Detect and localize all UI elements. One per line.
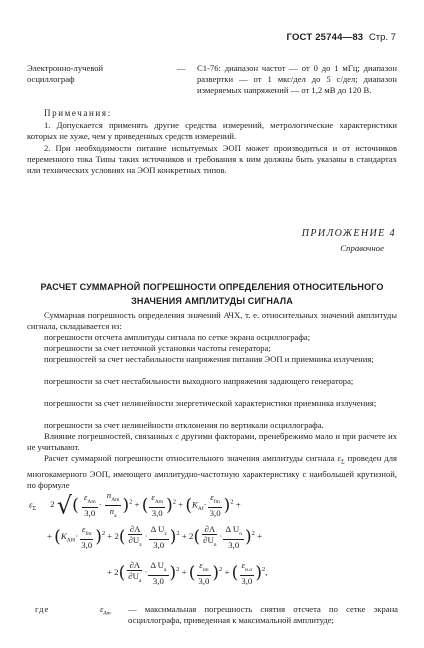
definition-symbol: $\varepsilon_{Am}$ [100, 604, 111, 617]
fraction: $\frac{\partial A}{\partial U_n}$ [203, 524, 217, 548]
fraction: $\frac{\Delta U_z}{3,0}$ [150, 524, 167, 550]
fraction: $\frac{\Delta U_n}{3,0}$ [225, 524, 242, 550]
formula-row-1: $\varepsilon_\Sigma$ 2 √( $\varepsilon_{Am}$ 3,0 · $n_{Am}$ $n_a$ )$^2$ + ( $\varepsilon_{Am}$ 3,0 )$^2 + (K_{Af}\cdot$ $\varepsilon_{fm}$ 3,0 )$^2$ + [29, 490, 241, 520]
note-item: 2. При необходимости питание испытуемых ЭОП может производиться и от источников переменного тока Типы таких источников и требования к ним должны быть указаны в стандартах или технических условиях на ЭОП конкретных типов. [27, 143, 397, 175]
instrument-dash: — [177, 63, 186, 73]
list-item: погрешности за счет нелинейности энергетической характеристики приемника излучения; [44, 398, 377, 408]
fraction: $\varepsilon_{Am}$ 3,0 [83, 492, 96, 519]
formula-coef: 2 [50, 499, 55, 510]
where-word: где [35, 604, 50, 614]
fraction: $\varepsilon_{Am}$ 3,0 [151, 492, 164, 519]
sqrt-sign: √ [56, 491, 73, 520]
list-item: погрешности за счет неточной установки частоты генератора; [44, 343, 271, 353]
standard-number: ГОСТ 25744—83 [286, 32, 364, 43]
note-item: 1. Допускается применять другие средства измерений, метрологические характеристики которых не хуже, чем у приведенных средств измерений. [27, 120, 397, 141]
intro-paragraph: Суммарная погрешность определения значений АЧХ, т. е. относительных значений амплитуды сигнала, складывается из: [27, 310, 397, 331]
influence-paragraph: Влияние погрешностей, связанных с другими факторами, пренебрежимо мало и при расчете их не учитывают. [27, 431, 397, 452]
calc-rest: проведен для многокамерного ЭОП, имеющего амплитудно-частотную характеристику с наибольшей крутизной, по формуле [27, 453, 397, 490]
paren: ( [72, 495, 79, 516]
list-item: погрешности за счет нестабильности выходного напряжения задающего генератора; [44, 376, 354, 386]
list-item: погрешности отсчета амплитуды сигнала по сетке экрана осциллографа; [44, 332, 311, 342]
calc-sub: Σ [341, 459, 345, 466]
page-number: Стр. 7 [368, 32, 396, 43]
fraction: $\frac{\Delta U_a}{3,0}$ [150, 560, 167, 586]
instrument-name: Электронно-лучевой осциллограф [27, 63, 104, 84]
lhs-sub: Σ [32, 506, 36, 513]
instrument-description: С1-76: диапазон частот — от 0 до 1 мГц; диапазон развертки — от 1 мкс/дел до 5 с/дел; диапазон измеряемых напряжений — от 1,2 мВ до 120 В. [197, 63, 397, 95]
appendix-subtitle: Справочное [340, 243, 384, 253]
fraction: $\varepsilon_{нп}$ 3,0 [198, 560, 210, 586]
calc-intro: Расчет суммарной погрешности относительного значения амплитуды сигнала ε [44, 453, 342, 463]
formula-row-2: + ($K_{Af0}\cdot$ $\varepsilon_{fm}$ 3,0 )$^2$ + 2( $\frac{\partial A}{\partial U_z}$ · $\frac{\Delta U_z}{3,0}$ )$^2$ + 2( $\frac{\partial A}{\partial U_n}$ · $\frac{\Delta U_n}{3,0}$ )$^2$ + [47, 524, 263, 550]
fraction: $\varepsilon_{н.о}$ 3,0 [241, 560, 253, 586]
list-item: погрешности за счет нелинейности отклонения по вертикали осциллографа. [44, 420, 324, 430]
definition-text: — максимальная погрешность снятия отсчета по сетке экрана осциллографа, приведенная к максимальной амплитуде; [128, 604, 398, 625]
fraction: $\varepsilon_{fm}$ 3,0 [81, 524, 93, 550]
formula-row-3: + 2( $\frac{\partial A}{\partial U_a}$ · $\frac{\Delta U_a}{3,0}$ )$^2$ + ( $\varepsilon_{нп}$ 3,0 )$^2$ + ( $\varepsilon_{н.о}$ 3,0 )$^2$, [107, 560, 268, 586]
fraction: $\varepsilon_{fm}$ 3,0 [209, 492, 221, 519]
page-header [286, 32, 396, 43]
fraction: $\frac{\partial A}{\partial U_a}$ [128, 560, 142, 584]
fraction: $\frac{\partial A}{\partial U_z}$ [128, 524, 142, 548]
section-heading: РАСЧЕТ СУММАРНОЙ ПОГРЕШНОСТИ ОПРЕДЕЛЕНИЯ ОТНОСИТЕЛЬНОГО ЗНАЧЕНИЯ АМПЛИТУДЫ СИГНАЛА [40, 282, 384, 306]
formula [27, 482, 402, 594]
list-item: погрешностей за счет нестабильности напряжения питания ЭОП и приемника излучения; [44, 354, 374, 364]
fraction: $n_{Am}$ $n_a$ [106, 490, 120, 519]
notes-title: Примечания: [44, 108, 112, 118]
lhs-symbol: ε [29, 499, 33, 510]
appendix-title: ПРИЛОЖЕНИЕ 4 [301, 228, 396, 239]
